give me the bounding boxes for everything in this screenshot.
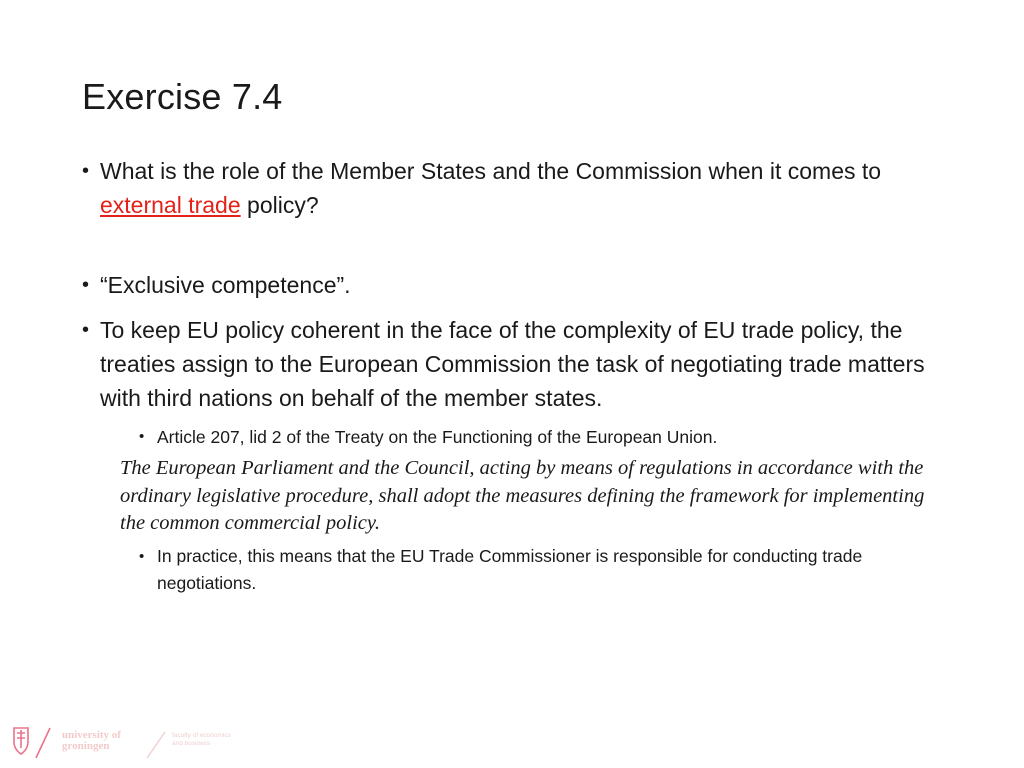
external-trade-link[interactable]: external trade (100, 192, 241, 218)
university-crest-icon (10, 724, 56, 760)
faculty-name-line2: and business (172, 740, 211, 747)
university-name-line2: groningen (62, 740, 110, 752)
bullet-question (82, 154, 962, 222)
sub-bullet-practice: • In practice, this means that the EU Trade Commissioner is responsible for conducting trade negotiations. (139, 543, 962, 597)
sub-bullet-article: • Article 207, lid 2 of the Treaty on the Functioning of the European Union. (139, 423, 962, 451)
bullet-exclusive-competence: • “Exclusive competence”. (82, 268, 962, 302)
faculty-name-line1: faculty of economics (172, 732, 231, 739)
treaty-quote: The European Parliament and the Council, acting by means of regulations in accordance with the ordinary legislative procedure, shall adopt the measures defining the framework for implementing the common commercial policy. (120, 457, 925, 534)
university-logo (6, 722, 246, 762)
slide-title: Exercise 7.4 (82, 76, 283, 117)
question-text-before: What is the role of the Member States and the Commission when it comes to (100, 158, 882, 184)
university-name (62, 730, 121, 752)
faculty-name (172, 732, 231, 748)
bullet-coherent-policy: • To keep EU policy coherent in the face of the complexity of EU trade policy, the treaties assign to the European Commission the task of negotiating trade matters with third nations on behalf of the member states. (82, 313, 962, 415)
slide-content (82, 154, 962, 597)
divider-slash-icon (144, 730, 168, 760)
question-text-after: policy? (240, 192, 319, 218)
university-name-line1: university of (62, 729, 121, 741)
